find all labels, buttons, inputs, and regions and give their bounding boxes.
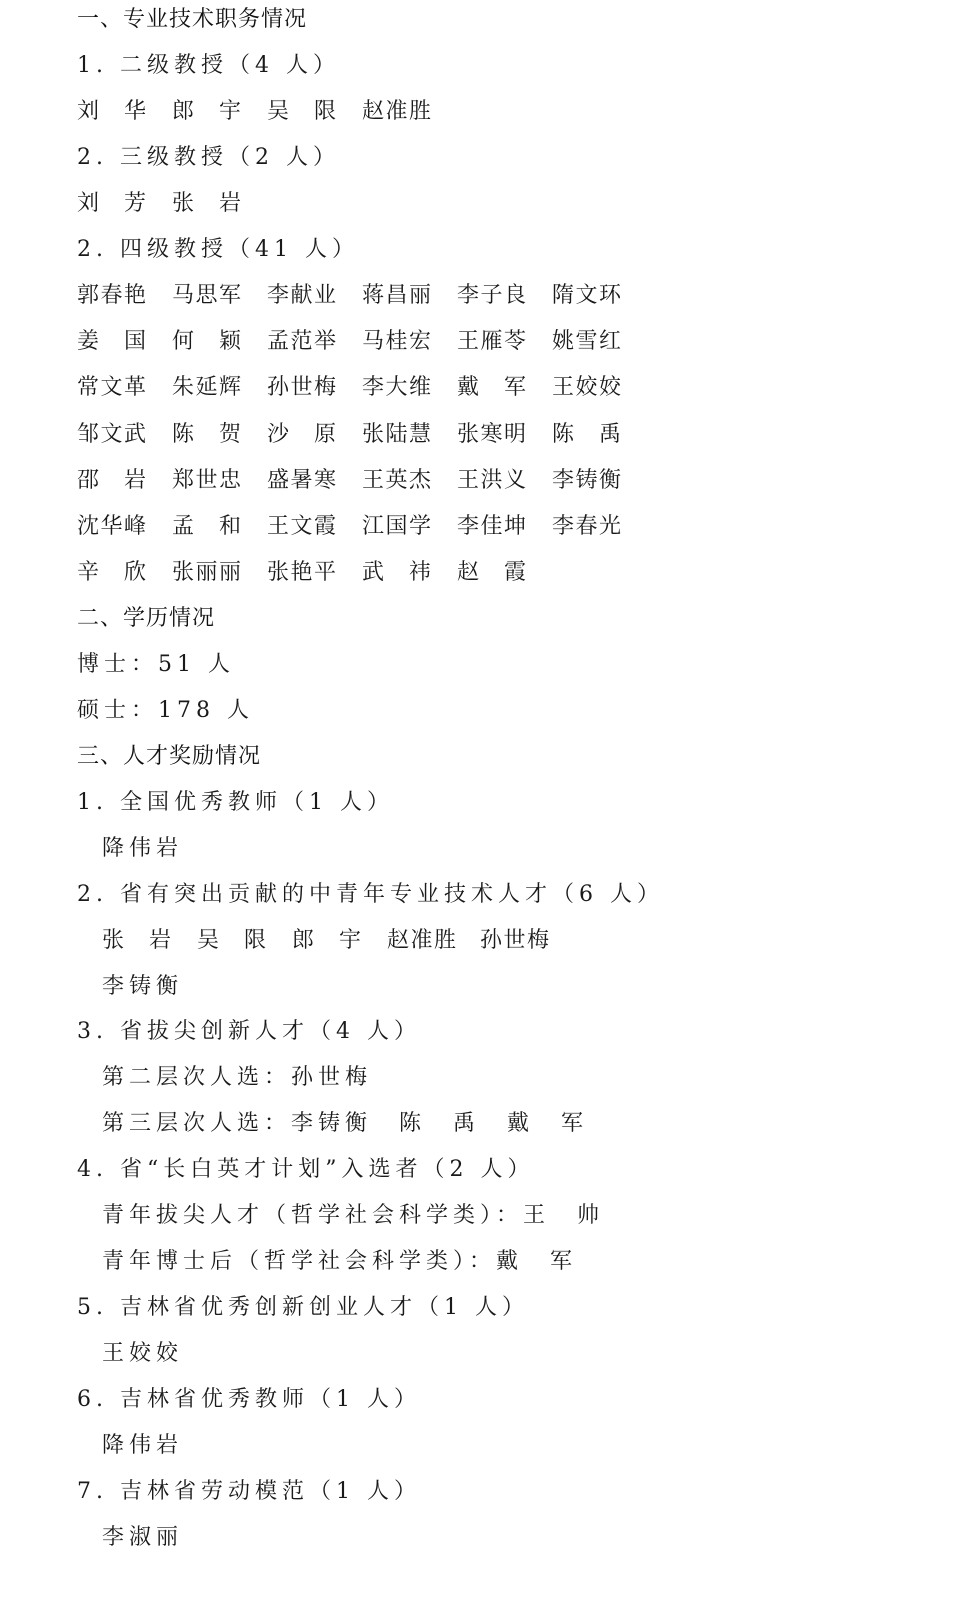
name-cell: 李献业: [267, 283, 337, 308]
master-count: 硕士：178 人: [77, 698, 254, 723]
award-7-label: 7. 吉林省劳动模范（1 人）: [77, 1479, 421, 1504]
name-cell: 李铸衡: [552, 468, 622, 493]
name-cell: 李子良: [457, 283, 527, 308]
name-cell: 孙世梅: [480, 928, 550, 953]
grade2-label: 1. 二级教授（4 人）: [77, 53, 340, 78]
award-1-label: 1. 全国优秀教师（1 人）: [77, 790, 394, 815]
award-2-label: 2. 省有突出贡献的中青年专业技术人才（6 人）: [77, 882, 664, 907]
name-cell: 朱延辉: [172, 375, 242, 400]
award-1-names: 降伟岩: [102, 836, 184, 861]
award-6-names: 降伟岩: [102, 1433, 184, 1458]
name-cell: 赵准胜: [362, 99, 432, 124]
name-cell: 李春光: [552, 514, 622, 539]
name-cell: 王姣姣: [552, 375, 622, 400]
section-2-heading: 二、学历情况: [77, 606, 216, 631]
name-cell: 张 岩: [102, 928, 172, 953]
name-cell: 马思军: [172, 283, 242, 308]
name-cell: 何 颖: [172, 329, 242, 354]
name-cell: 戴 军: [457, 375, 527, 400]
award-2-names-row-2: 李铸衡: [102, 974, 184, 999]
award-4-label: 4. 省“长白英才计划”入选者（2 人）: [77, 1157, 535, 1182]
name-cell: 张寒明: [457, 422, 527, 447]
name-cell: 王雁苓: [457, 329, 527, 354]
name-cell: 隋文环: [552, 283, 622, 308]
name-cell: 辛 欣: [77, 560, 147, 585]
name-cell: 姚雪红: [552, 329, 622, 354]
award-4-youth-postdoc: 青年博士后（哲学社会科学类）：戴 军: [102, 1249, 578, 1274]
name-cell: 刘 华: [77, 99, 147, 124]
section-1-heading: 一、专业技术职务情况: [77, 7, 308, 32]
grade4-label: 2. 四级教授（41 人）: [77, 237, 359, 262]
name-cell: 陈 贺: [172, 422, 242, 447]
name-cell: 刘 芳: [77, 191, 147, 216]
award-7-names: 李淑丽: [102, 1525, 184, 1550]
name-cell: 孟范举: [267, 329, 337, 354]
award-3-level-2: 第二层次人选：孙世梅: [102, 1065, 373, 1090]
name-cell: 邵 岩: [77, 468, 147, 493]
award-5-names: 王姣姣: [102, 1341, 184, 1366]
name-cell: 沙 原: [267, 422, 337, 447]
award-4-youth-talent: 青年拔尖人才（哲学社会科学类）：王 帅: [102, 1203, 605, 1228]
name-cell: 张 岩: [172, 191, 242, 216]
name-cell: 郎 宇: [292, 928, 362, 953]
name-cell: 马桂宏: [362, 329, 432, 354]
name-cell: 郭春艳: [77, 283, 147, 308]
name-cell: 盛暑寒: [267, 468, 337, 493]
name-cell: 张丽丽: [172, 560, 242, 585]
name-cell: 赵准胜: [387, 928, 457, 953]
section-3-heading: 三、人才奖励情况: [77, 744, 262, 769]
award-5-label: 5. 吉林省优秀创新创业人才（1 人）: [77, 1295, 529, 1320]
name-cell: 郑世忠: [172, 468, 242, 493]
name-cell: 江国学: [362, 514, 432, 539]
name-cell: 吴 限: [197, 928, 267, 953]
name-cell: 王英杰: [362, 468, 432, 493]
name-cell: 沈华峰: [77, 514, 147, 539]
doctor-count: 博士：51 人: [77, 652, 235, 677]
name-cell: 武 祎: [362, 560, 432, 585]
name-cell: 张陆慧: [362, 422, 432, 447]
name-cell: 李佳坤: [457, 514, 527, 539]
award-3-level-3: 第三层次人选：李铸衡 陈 禹 戴 军: [102, 1111, 589, 1136]
name-cell: 孙世梅: [267, 375, 337, 400]
name-cell: 吴 限: [267, 99, 337, 124]
name-cell: 孟 和: [172, 514, 242, 539]
name-cell: 常文革: [77, 375, 147, 400]
award-6-label: 6. 吉林省优秀教师（1 人）: [77, 1387, 421, 1412]
name-cell: 蒋昌丽: [362, 283, 432, 308]
name-cell: 邹文武: [77, 422, 147, 447]
name-cell: 王文霞: [267, 514, 337, 539]
name-cell: 郎 宇: [172, 99, 242, 124]
name-cell: 王洪义: [457, 468, 527, 493]
award-3-label: 3. 省拔尖创新人才（4 人）: [77, 1019, 421, 1044]
name-cell: 张艳平: [267, 560, 337, 585]
grade3-label: 2. 三级教授（2 人）: [77, 145, 340, 170]
name-cell: 李大维: [362, 375, 432, 400]
name-cell: 陈 禹: [552, 422, 622, 447]
name-cell: 赵 霞: [457, 560, 527, 585]
name-cell: 姜 国: [77, 329, 147, 354]
